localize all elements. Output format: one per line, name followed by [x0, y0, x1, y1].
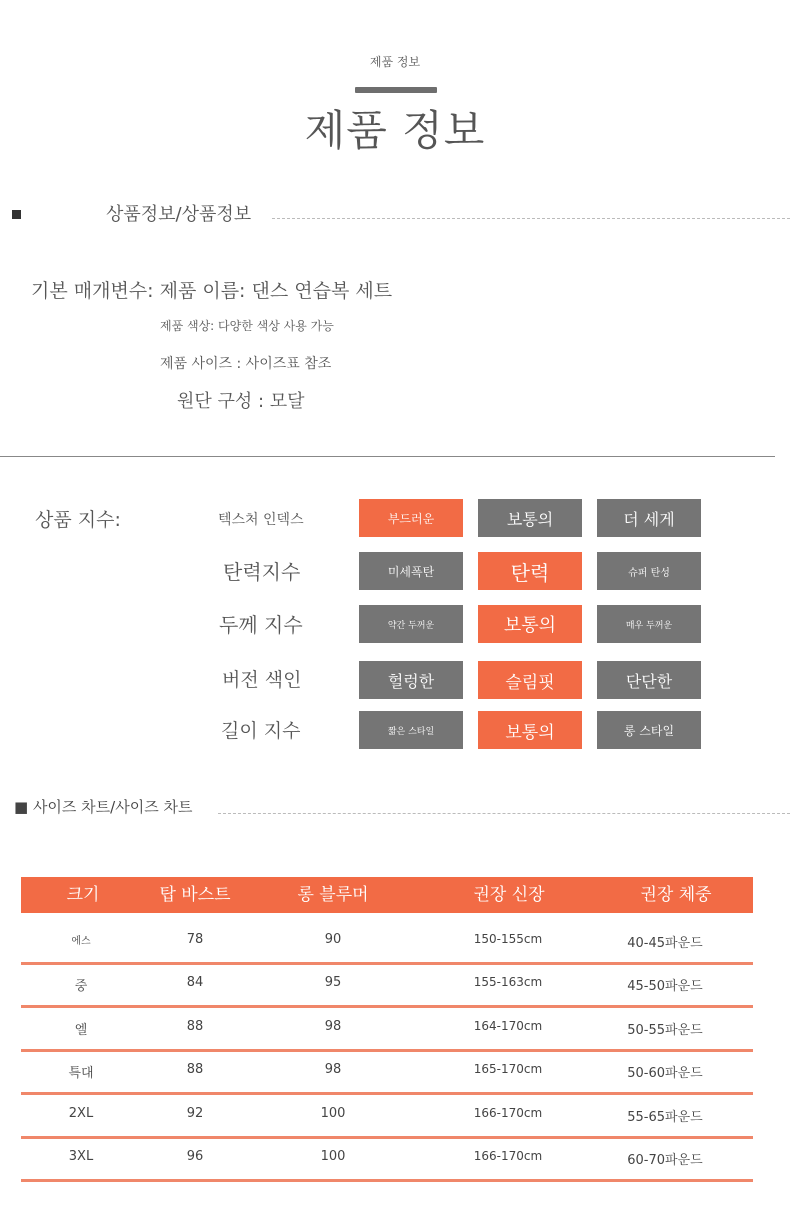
- section-title-size-chart: ■ 사이즈 차트/사이즈 차트: [14, 798, 193, 816]
- table-cell: 96: [186, 1149, 204, 1164]
- index-row-label: 버전 색인: [222, 669, 302, 691]
- table-header-bust: 탑 바스트: [159, 885, 231, 905]
- table-header-height: 권장 신장: [473, 885, 545, 905]
- index-option: 단단한: [597, 661, 701, 699]
- index-option: 탄력: [478, 552, 582, 590]
- dashed-divider: [272, 218, 790, 219]
- index-option: 매우 두꺼운: [597, 605, 701, 643]
- table-cell: 50-55파운드: [627, 1023, 703, 1038]
- table-row-divider: [21, 1179, 753, 1182]
- index-option: 부드러운: [359, 499, 463, 537]
- table-cell: 60-70파운드: [627, 1153, 703, 1168]
- index-option: 보통의: [478, 711, 582, 749]
- dashed-divider: [218, 813, 790, 814]
- index-option: 보통의: [478, 499, 582, 537]
- table-cell: 166-170cm: [473, 1149, 543, 1163]
- table-cell: 50-60파운드: [627, 1066, 703, 1081]
- table-cell: 165-170cm: [473, 1062, 543, 1076]
- table-cell: 55-65파운드: [627, 1110, 703, 1125]
- table-cell: 166-170cm: [473, 1106, 543, 1120]
- table-cell: 엘: [74, 1023, 88, 1038]
- title-bar-divider: [355, 87, 437, 93]
- index-option: 롱 스타일: [597, 711, 701, 749]
- table-row-divider: [21, 1136, 753, 1139]
- table-cell: 95: [324, 975, 342, 990]
- table-cell: 3XL: [68, 1149, 94, 1164]
- index-option: 더 세게: [597, 499, 701, 537]
- square-bullet-icon: [12, 210, 21, 219]
- table-cell: 98: [324, 1062, 342, 1077]
- table-cell: 88: [186, 1062, 204, 1077]
- table-row-divider: [21, 1005, 753, 1008]
- table-cell: 특대: [68, 1066, 94, 1081]
- index-option: 보통의: [478, 605, 582, 643]
- table-cell: 90: [324, 932, 342, 947]
- table-cell: 78: [186, 932, 204, 947]
- horizontal-divider: [0, 456, 775, 457]
- table-cell: 155-163cm: [473, 975, 543, 989]
- table-cell: 164-170cm: [473, 1019, 543, 1033]
- table-header-size: 크기: [66, 885, 100, 905]
- table-cell: 100: [320, 1106, 346, 1121]
- index-option: 짧은 스타일: [359, 711, 463, 749]
- table-cell: 92: [186, 1106, 204, 1121]
- table-cell: 88: [186, 1019, 204, 1034]
- table-row-divider: [21, 962, 753, 965]
- table-row-divider: [21, 1092, 753, 1095]
- index-option: 슈퍼 탄성: [597, 552, 701, 590]
- index-option: 약간 두꺼운: [359, 605, 463, 643]
- index-row-label: 길이 지수: [221, 720, 301, 742]
- table-cell: 150-155cm: [473, 932, 543, 946]
- basic-info-color: 제품 색상: 다양한 색상 사용 가능: [160, 319, 334, 333]
- index-option: 헐렁한: [359, 661, 463, 699]
- small-title: 제품 정보: [369, 55, 421, 69]
- section-title-product-info: 상품정보/상품정보: [106, 204, 252, 225]
- product-index-label: 상품 지수:: [35, 509, 121, 531]
- table-header-bloomer: 롱 블루머: [297, 885, 369, 905]
- table-header-weight: 권장 체중: [640, 885, 712, 905]
- page-title: 제품 정보: [304, 106, 486, 155]
- table-cell: 84: [186, 975, 204, 990]
- table-cell: 100: [320, 1149, 346, 1164]
- basic-info-size: 제품 사이즈 : 사이즈표 참조: [160, 356, 332, 372]
- table-cell: 40-45파운드: [627, 936, 703, 951]
- table-cell: 에스: [71, 936, 91, 947]
- index-option: 미세폭탄: [359, 552, 463, 590]
- table-cell: 2XL: [68, 1106, 94, 1121]
- index-row-label: 두께 지수: [219, 613, 303, 637]
- table-cell: 중: [74, 979, 88, 994]
- index-row-label: 탄력지수: [223, 560, 301, 584]
- size-table-header: [21, 877, 753, 913]
- index-option: 슬림핏: [478, 661, 582, 699]
- basic-info-main: 기본 매개변수: 제품 이름: 댄스 연습복 세트: [31, 280, 393, 302]
- index-row-label: 텍스처 인덱스: [218, 512, 304, 528]
- basic-info-fabric: 원단 구성 : 모달: [177, 391, 305, 412]
- table-cell: 45-50파운드: [627, 979, 703, 994]
- table-row-divider: [21, 1049, 753, 1052]
- table-cell: 98: [324, 1019, 342, 1034]
